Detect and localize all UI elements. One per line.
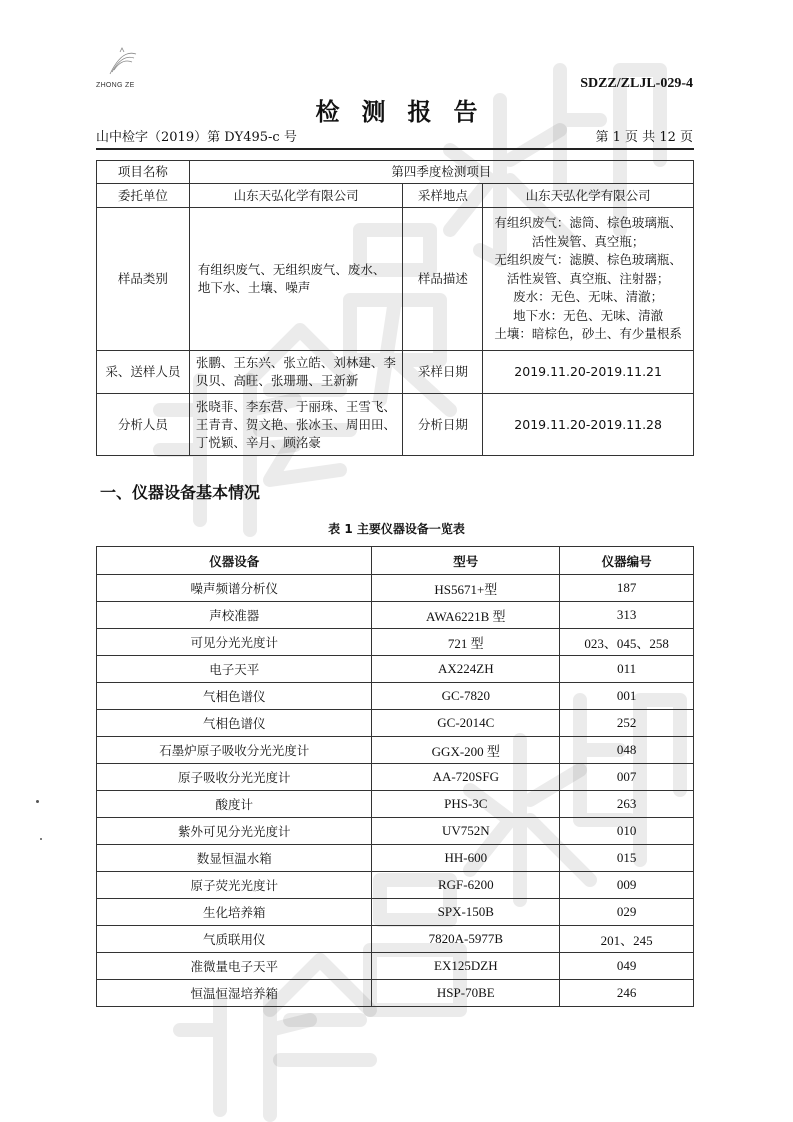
logo-text: ZHONG ZE <box>96 82 135 89</box>
instrument-number-cell: 252 <box>560 710 694 737</box>
project-name-value: 第四季度检测项目 <box>189 161 693 184</box>
equipment-name-cell: 电子天平 <box>97 656 372 683</box>
instrument-number-cell: 201、245 <box>560 926 694 953</box>
instrument-number-cell: 029 <box>560 899 694 926</box>
equipment-table-header <box>97 547 694 575</box>
report-info-table <box>96 160 694 456</box>
equipment-name-cell: 声校准器 <box>97 602 372 629</box>
analyst-label: 分析人员 <box>97 394 190 456</box>
info-row-sampler <box>97 351 694 394</box>
table-row <box>97 980 694 1007</box>
equipment-name-cell: 生化培养箱 <box>97 899 372 926</box>
table-row <box>97 818 694 845</box>
model-cell: UV752N <box>372 818 560 845</box>
table-row <box>97 656 694 683</box>
logo-mark-icon <box>100 44 144 82</box>
sampling-date-label: 采样日期 <box>403 351 483 394</box>
sample-type-label: 样品类别 <box>97 208 190 351</box>
info-row-client <box>97 184 694 208</box>
instrument-number-cell: 313 <box>560 602 694 629</box>
equipment-name-cell: 数显恒温水箱 <box>97 845 372 872</box>
instrument-number-cell: 023、045、258 <box>560 629 694 656</box>
model-cell: 7820A-5977B <box>372 926 560 953</box>
instrument-number-cell: 263 <box>560 791 694 818</box>
model-cell: EX125DZH <box>372 953 560 980</box>
table-caption: 表 1 主要仪器设备一览表 <box>328 522 465 536</box>
model-cell: 721 型 <box>372 629 560 656</box>
sampling-date-value: 2019.11.20-2019.11.21 <box>483 351 694 394</box>
model-cell: HH-600 <box>372 845 560 872</box>
model-cell: GGX-200 型 <box>372 737 560 764</box>
equipment-name-cell: 气质联用仪 <box>97 926 372 953</box>
table-row <box>97 872 694 899</box>
analysis-date-label: 分析日期 <box>403 394 483 456</box>
equipment-name-cell: 可见分光光度计 <box>97 629 372 656</box>
sampling-site-value: 山东天弘化学有限公司 <box>483 184 694 208</box>
model-cell: RGF-6200 <box>372 872 560 899</box>
client-label: 委托单位 <box>97 184 190 208</box>
instrument-number-cell: 187 <box>560 575 694 602</box>
info-row-analyst <box>97 394 694 456</box>
sampler-value: 张鹏、王东兴、张立皓、刘林建、李贝贝、高旺、张珊珊、王新新 <box>189 351 403 394</box>
instrument-number-cell: 010 <box>560 818 694 845</box>
model-cell: PHS-3C <box>372 791 560 818</box>
equipment-name-cell: 气相色谱仪 <box>97 710 372 737</box>
sample-description-line: 活性炭管、真空瓶； <box>531 233 645 249</box>
model-cell: AX224ZH <box>372 656 560 683</box>
table-row <box>97 602 694 629</box>
info-row-project <box>97 161 694 184</box>
model-cell: AA-720SFG <box>372 764 560 791</box>
table-row <box>97 926 694 953</box>
model-cell: GC-2014C <box>372 710 560 737</box>
equipment-name-cell: 酸度计 <box>97 791 372 818</box>
instrument-number-cell: 011 <box>560 656 694 683</box>
scan-speck <box>36 800 39 803</box>
sample-description-value <box>483 208 694 351</box>
sample-description-line: 有组织废气：滤筒、棕色玻璃瓶、 <box>494 215 682 231</box>
table-row <box>97 629 694 656</box>
table-row <box>97 953 694 980</box>
column-header-equipment: 仪器设备 <box>97 547 372 575</box>
document-number: SDZZ/ZLJL-029-4 <box>580 76 693 91</box>
table-row <box>97 575 694 602</box>
analyst-value: 张晓菲、李东营、于丽珠、王雪飞、王青青、贺文艳、张冰玉、周田田、丁悦颖、辛月、顾洺豪 <box>189 394 403 456</box>
equipment-name-cell: 紫外可见分光光度计 <box>97 818 372 845</box>
table-row <box>97 791 694 818</box>
instrument-number-cell: 246 <box>560 980 694 1007</box>
equipment-name-cell: 噪声频谱分析仪 <box>97 575 372 602</box>
table-row <box>97 710 694 737</box>
equipment-table-body <box>97 575 694 1007</box>
table-row <box>97 764 694 791</box>
sample-description-line: 活性炭管、真空瓶、注射器； <box>506 270 670 286</box>
equipment-name-cell: 原子吸收分光光度计 <box>97 764 372 791</box>
table-row <box>97 683 694 710</box>
info-row-sample <box>97 208 694 351</box>
report-reference-number: 山中检字（2019）第 DY495-c 号 <box>96 130 297 145</box>
table-row <box>97 737 694 764</box>
model-cell: HSP-70BE <box>372 980 560 1007</box>
sampler-label: 采、送样人员 <box>97 351 190 394</box>
equipment-name-cell: 石墨炉原子吸收分光光度计 <box>97 737 372 764</box>
sample-type-value: 有组织废气、无组织废气、废水、地下水、土壤、噪声 <box>189 208 403 351</box>
instrument-number-cell: 009 <box>560 872 694 899</box>
column-header-instrument-number: 仪器编号 <box>560 547 694 575</box>
model-cell: AWA6221B 型 <box>372 602 560 629</box>
page-title: 检测报告 <box>315 97 500 126</box>
section-heading: 一、仪器设备基本情况 <box>100 483 261 502</box>
instrument-number-cell: 007 <box>560 764 694 791</box>
instrument-number-cell: 001 <box>560 683 694 710</box>
sampling-site-label: 采样地点 <box>403 184 483 208</box>
model-cell: GC-7820 <box>372 683 560 710</box>
page-info: 第 1 页 共 12 页 <box>595 130 693 145</box>
table-row <box>97 845 694 872</box>
analysis-date-value: 2019.11.20-2019.11.28 <box>483 394 694 456</box>
column-header-model: 型号 <box>372 547 560 575</box>
sample-description-label: 样品描述 <box>403 208 483 351</box>
company-logo <box>96 44 152 96</box>
equipment-name-cell: 恒温恒湿培养箱 <box>97 980 372 1007</box>
sample-description-line: 无组织废气：滤膜、棕色玻璃瓶、 <box>494 252 682 268</box>
equipment-name-cell: 准微量电子天平 <box>97 953 372 980</box>
sample-description-line: 地下水：无色、无味、清澈 <box>513 307 664 323</box>
client-value: 山东天弘化学有限公司 <box>189 184 403 208</box>
equipment-table <box>96 546 694 1007</box>
header-rule <box>96 148 694 150</box>
scan-speck <box>40 838 42 840</box>
table-row <box>97 899 694 926</box>
project-name-label: 项目名称 <box>97 161 190 184</box>
instrument-number-cell: 015 <box>560 845 694 872</box>
sample-description-line: 土壤：暗棕色，砂土、有少量根系 <box>494 326 682 342</box>
model-cell: SPX-150B <box>372 899 560 926</box>
sample-description-line: 废水：无色、无味、清澈； <box>513 289 664 305</box>
instrument-number-cell: 049 <box>560 953 694 980</box>
model-cell: HS5671+型 <box>372 575 560 602</box>
instrument-number-cell: 048 <box>560 737 694 764</box>
equipment-name-cell: 气相色谱仪 <box>97 683 372 710</box>
equipment-name-cell: 原子荧光光度计 <box>97 872 372 899</box>
